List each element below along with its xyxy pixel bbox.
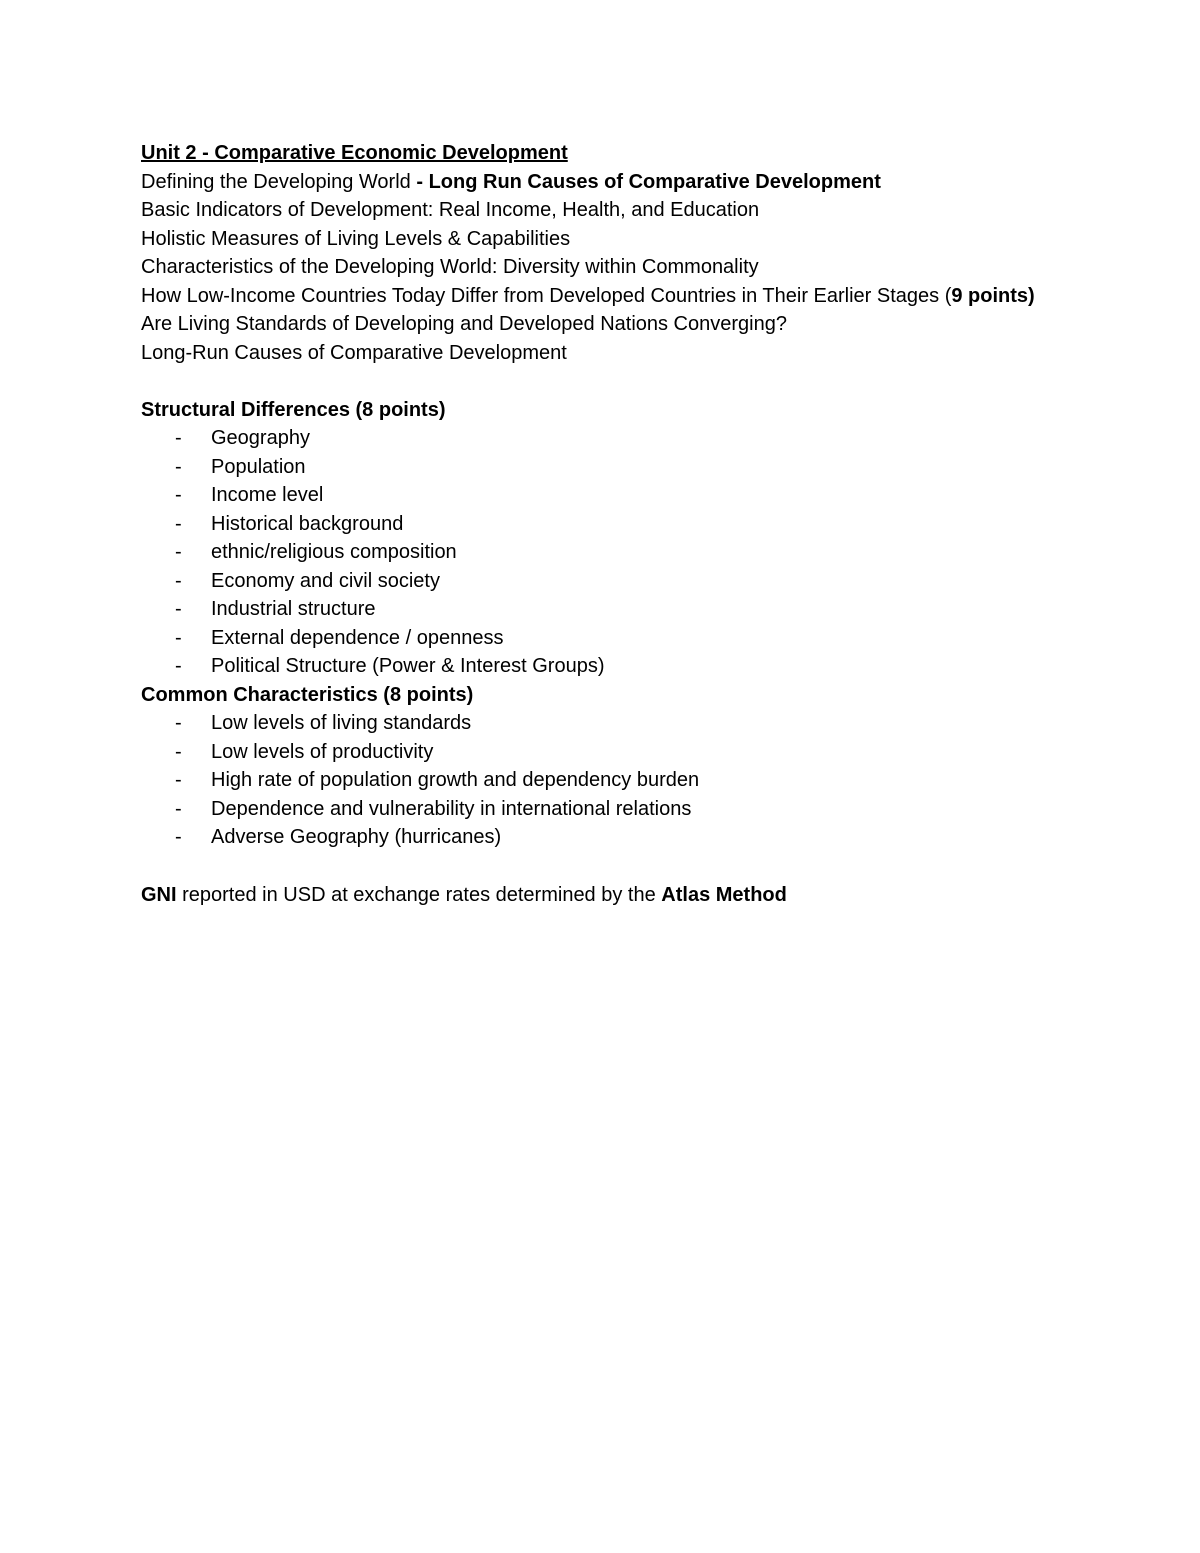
list-item bbox=[141, 538, 1061, 567]
common-heading: Common Characteristics (8 points) bbox=[141, 683, 474, 706]
gni-term: GNI bbox=[141, 883, 177, 906]
document-page bbox=[141, 139, 1061, 909]
list-item bbox=[141, 652, 1061, 681]
list-item bbox=[141, 795, 1061, 824]
list-item-text: Low levels of living standards bbox=[211, 712, 472, 734]
list-item bbox=[141, 567, 1061, 596]
dash-bullet: - bbox=[175, 626, 182, 649]
list-item-text: External dependence / openness bbox=[211, 626, 504, 649]
structural-heading: Structural Differences (8 points) bbox=[141, 398, 446, 421]
intro-line-defining-bold: - Long Run Causes of Comparative Development bbox=[410, 170, 881, 193]
dash-bullet: - bbox=[175, 569, 182, 592]
list-item-text: Industrial structure bbox=[211, 598, 376, 620]
list-item bbox=[141, 709, 1061, 738]
blank-line bbox=[141, 367, 1061, 396]
list-item-text: Population bbox=[211, 455, 306, 478]
list-item bbox=[141, 738, 1061, 767]
dash-bullet: - bbox=[175, 427, 182, 449]
intro-line-defining bbox=[141, 168, 1061, 197]
list-item-text: Low levels of productivity bbox=[211, 740, 434, 763]
dash-bullet: - bbox=[175, 598, 182, 620]
list-item-text: Historical background bbox=[211, 512, 404, 535]
blank-line bbox=[141, 852, 1061, 881]
list-item bbox=[141, 766, 1061, 795]
intro-line-characteristics: Characteristics of the Developing World: Diversity within Commonality bbox=[141, 256, 759, 278]
list-item-text: High rate of population growth and dependency burden bbox=[211, 769, 700, 791]
list-item bbox=[141, 510, 1061, 539]
list-item bbox=[141, 823, 1061, 852]
document-title: Unit 2 - Comparative Economic Development bbox=[141, 142, 568, 164]
dash-bullet: - bbox=[175, 512, 182, 535]
gni-note-text: reported in USD at exchange rates determined by the bbox=[176, 883, 662, 906]
intro-line-holistic-measures: Holistic Measures of Living Levels & Capabilities bbox=[141, 227, 571, 250]
list-item-text: Adverse Geography (hurricanes) bbox=[211, 826, 502, 848]
list-item bbox=[141, 595, 1061, 624]
intro-line-long-run-causes: Long-Run Causes of Comparative Development bbox=[141, 341, 567, 364]
intro-line-basic-indicators: Basic Indicators of Development: Real Income, Health, and Education bbox=[141, 199, 760, 221]
structural-list bbox=[141, 424, 1061, 681]
dash-bullet: - bbox=[175, 826, 182, 848]
dash-bullet: - bbox=[175, 655, 182, 677]
dash-bullet: - bbox=[175, 455, 182, 478]
list-item-text: Political Structure (Power & Interest Groups) bbox=[211, 655, 605, 677]
intro-line-converging: Are Living Standards of Developing and Developed Nations Converging? bbox=[141, 313, 787, 335]
list-item-text: Dependence and vulnerability in international relations bbox=[211, 797, 692, 820]
intro-line-defining-text: Defining the Developing World bbox=[141, 170, 411, 193]
dash-bullet: - bbox=[175, 769, 182, 791]
list-item bbox=[141, 453, 1061, 482]
list-item-text: Income level bbox=[211, 484, 324, 506]
intro-line-how-low-income bbox=[141, 282, 1061, 311]
atlas-method-term: Atlas Method bbox=[661, 883, 787, 906]
list-item bbox=[141, 424, 1061, 453]
list-item-text: Geography bbox=[211, 427, 310, 449]
list-item bbox=[141, 624, 1061, 653]
list-item-text: Economy and civil society bbox=[211, 569, 440, 592]
dash-bullet: - bbox=[175, 797, 182, 820]
dash-bullet: - bbox=[175, 541, 182, 563]
list-item bbox=[141, 481, 1061, 510]
dash-bullet: - bbox=[175, 484, 182, 506]
dash-bullet: - bbox=[175, 712, 182, 734]
list-item-text: ethnic/religious composition bbox=[211, 541, 457, 563]
intro-line-how-low-income-points: 9 points) bbox=[951, 284, 1035, 307]
common-list bbox=[141, 709, 1061, 852]
dash-bullet: - bbox=[175, 740, 182, 763]
intro-line-how-low-income-text: How Low-Income Countries Today Differ from Developed Countries in Their Earlier Stages ( bbox=[141, 284, 952, 307]
gni-note bbox=[141, 881, 1061, 910]
